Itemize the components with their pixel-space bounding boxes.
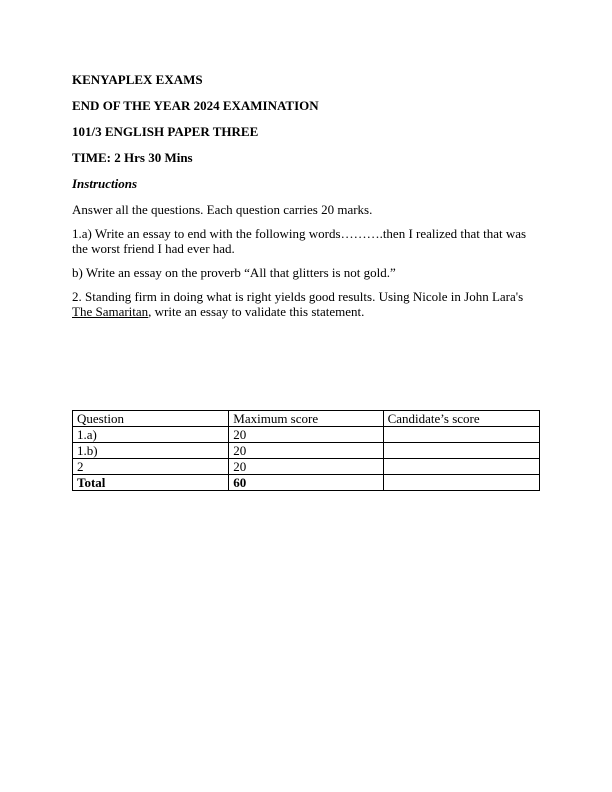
question-1a: 1.a) Write an essay to end with the following words……….then I realized that that was the worst friend I had ever had. bbox=[72, 226, 527, 256]
header-question: Question bbox=[73, 411, 229, 427]
question-2 bbox=[72, 289, 540, 319]
time-heading: TIME: 2 Hrs 30 Mins bbox=[72, 150, 193, 165]
row-max-score: 20 bbox=[229, 443, 383, 459]
paper-heading: 101/3 ENGLISH PAPER THREE bbox=[72, 124, 259, 139]
exam-document bbox=[72, 72, 540, 328]
header-max-score: Maximum score bbox=[229, 411, 383, 427]
header-candidate-score: Candidate’s score bbox=[383, 411, 539, 427]
row-candidate-score[interactable] bbox=[383, 443, 539, 459]
row-candidate-score[interactable] bbox=[383, 459, 539, 475]
table-row bbox=[73, 443, 540, 459]
row-max-score: 20 bbox=[229, 459, 383, 475]
exam-heading: END OF THE YEAR 2024 EXAMINATION bbox=[72, 98, 319, 113]
table-row bbox=[73, 427, 540, 443]
total-label: Total bbox=[73, 475, 229, 491]
question-1b: b) Write an essay on the proverb “All that glitters is not gold.” bbox=[72, 265, 396, 280]
total-max-score: 60 bbox=[229, 475, 383, 491]
total-candidate-score[interactable] bbox=[383, 475, 539, 491]
row-max-score: 20 bbox=[229, 427, 383, 443]
row-question: 1.a) bbox=[73, 427, 229, 443]
institution-heading: KENYAPLEX EXAMS bbox=[72, 72, 203, 87]
row-question: 2 bbox=[73, 459, 229, 475]
question-2-text-after: , write an essay to validate this statement. bbox=[148, 304, 365, 319]
question-2-text-before: 2. Standing firm in doing what is right yields good results. Using Nicole in John Lara's bbox=[72, 289, 524, 304]
table-header-row bbox=[73, 411, 540, 427]
instructions-text: Answer all the questions. Each question carries 20 marks. bbox=[72, 202, 373, 217]
table-row bbox=[73, 459, 540, 475]
score-table bbox=[72, 410, 540, 491]
book-title: The Samaritan bbox=[72, 304, 149, 319]
row-candidate-score[interactable] bbox=[383, 427, 539, 443]
table-total-row bbox=[73, 475, 540, 491]
row-question: 1.b) bbox=[73, 443, 229, 459]
instructions-title: Instructions bbox=[72, 176, 138, 191]
